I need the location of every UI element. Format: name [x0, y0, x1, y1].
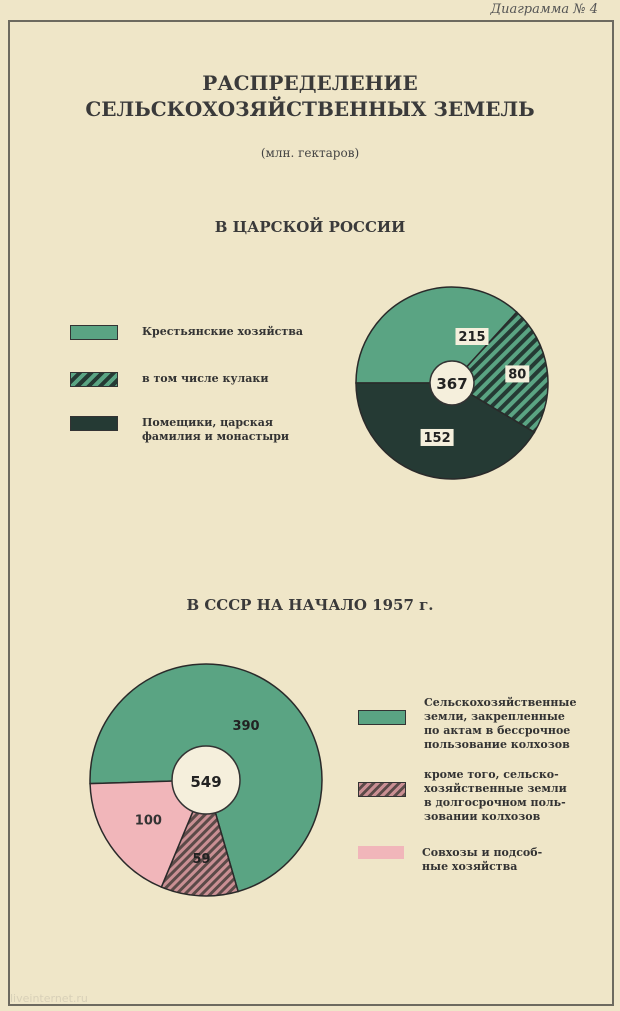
chart1-total-label: 367 [436, 375, 468, 393]
legend-label-line: ные хозяйства [422, 860, 518, 873]
chart2-title: В СССР НА НАЧАЛО 1957 г. [186, 596, 434, 614]
chart2-legend-item-kolkhoz-longterm [358, 768, 567, 824]
chart2-label-kolkhoz-perpetual: 390 [232, 719, 260, 735]
legend-label-line: земли, закрепленные [424, 710, 565, 723]
chart2-label-kolkhoz-longterm: 59 [192, 851, 211, 867]
legend-swatch-hatched-pink [358, 782, 406, 797]
chart1-legend-item-peasants [70, 325, 303, 340]
chart1-legend-item-landlords [70, 416, 289, 444]
legend-swatch-green [358, 710, 406, 725]
title-line-2: СЕЛЬСКОХОЗЯЙСТВЕННЫХ ЗЕМЕЛЬ [85, 97, 535, 121]
legend-label-line: кроме того, сельско- [424, 768, 559, 781]
legend-label-line: пользование колхозов [424, 738, 570, 751]
chart2-donut [86, 660, 326, 900]
legend-label-line: Сельскохозяйственные [424, 696, 577, 709]
units-label: (млн. гектаров) [260, 146, 360, 160]
page-title [0, 70, 620, 122]
legend-label: Крестьянские хозяйства [142, 325, 303, 338]
legend-label [424, 696, 576, 752]
chart1-label-peasants: 215 [458, 330, 486, 345]
chart1-legend-item-kulaks [70, 372, 268, 387]
legend-label-line: в долгосрочном поль- [424, 796, 566, 809]
chart1-title: В ЦАРСКОЙ РОССИИ [214, 218, 406, 236]
legend-label: в том числе кулаки [142, 372, 269, 385]
chart2-label-sovkhoz: 100 [134, 813, 162, 829]
title-line-1: РАСПРЕДЕЛЕНИЕ [202, 71, 418, 95]
legend-swatch-pink [358, 846, 404, 859]
chart2-legend-item-sovkhoz [358, 846, 542, 874]
legend-label-line: хозяйственные земли [424, 782, 567, 795]
legend-label [424, 768, 567, 824]
chart2-total-label: 549 [190, 773, 222, 791]
chart1-label-kulaks: 80 [508, 367, 527, 383]
watermark: liveinternet.ru [10, 992, 88, 1005]
diagram-number-label: Диаграмма № 4 [490, 2, 598, 17]
legend-swatch-dark [70, 416, 118, 431]
chart1-donut [352, 283, 552, 483]
legend-label [142, 416, 289, 444]
legend-label-line: Помещики, царская [142, 416, 273, 429]
chart1-label-landlords: 152 [423, 430, 451, 446]
legend-label-line: зовании колхозов [424, 810, 541, 823]
legend-swatch-green [70, 325, 118, 340]
legend-swatch-hatched-green [70, 372, 118, 387]
legend-label-line: по актам в бессрочное [424, 724, 571, 737]
legend-label-line: фамилия и монастыри [142, 430, 290, 443]
legend-label-line: Совхозы и подсоб- [422, 846, 543, 859]
legend-label [422, 846, 542, 874]
chart2-legend-item-kolkhoz-perpetual [358, 696, 576, 752]
